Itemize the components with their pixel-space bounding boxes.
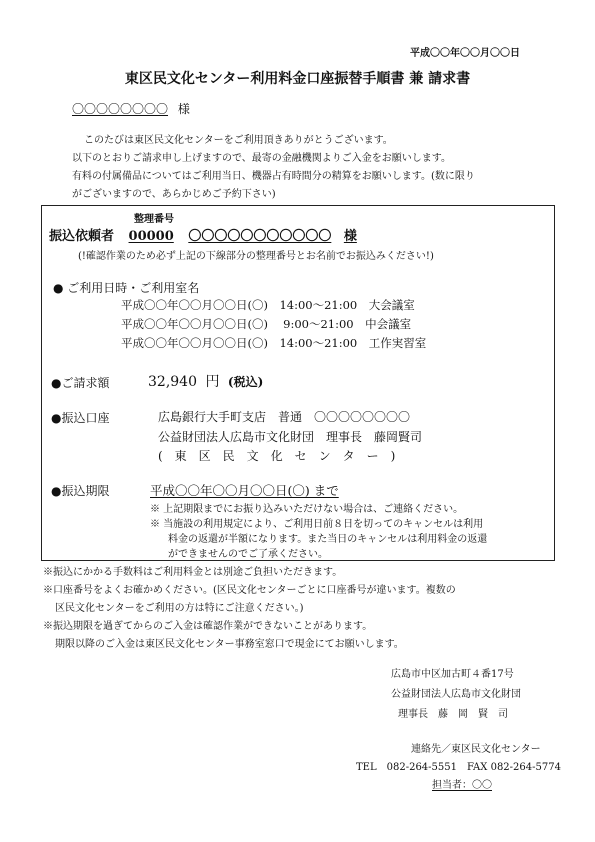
addressee-suffix: 様 [177,102,190,116]
deadline-label: ●振込期限 [51,484,110,498]
document-title: 東区民文化センター利用料金口座振替手順書 兼 請求書 [124,71,471,87]
issuer-chair: 理事長 藤 岡 賢 司 [398,709,508,720]
intro-line-2: 以下のとおりご請求申し上げますので、最寄の金融機関よりご入金をお願いします。 [72,153,451,164]
contact-phone-fax: TEL 082-264-5551 FAX 082-264-5774 [356,762,561,773]
deadline-note-2: ※ 当施設の利用規定により、ご利用日前８日を切ってのキャンセルは利用 [150,519,484,530]
usage-row-2: 平成〇〇年〇〇月〇〇日(〇) 9:00～21:00 中会議室 [121,317,412,331]
issuer-address: 広島市中区加古町４番17号 [391,669,514,680]
footer-note-1: ※振込にかかる手数料はご利用料金とは別途ご負担いただきます。 [43,567,343,578]
intro-line-4: がございますので、あらかじめご予約下さい) [72,189,276,200]
requester-label: 振込依頼者 [49,229,115,244]
amount-value: 32,940 [148,374,197,390]
intro-line-1: このたびは東区民文化センターをご利用頂きありがとうございます。 [84,135,393,146]
requester-row [49,225,357,244]
usage-row-1: 平成〇〇年〇〇月〇〇日(〇) 14:00～21:00 大会議室 [121,298,415,312]
footer-note-5: 期限以降のご入金は東区民文化センター事務室窓口で現金にてお願いします。 [55,639,404,650]
reference-number-label: 整理番号 [134,214,174,225]
deadline-note-4: ができませんのでご了承ください。 [168,549,328,560]
requester-name: 〇〇〇〇〇〇〇〇〇〇〇 [188,229,332,244]
contact-person: 担当者：〇〇 [432,780,492,791]
deadline-value: 平成〇〇年〇〇月〇〇日(〇) まで [150,483,339,498]
footer-note-2: ※口座番号をよくお確かめください。(区民文化センターごとに口座番号が違います。複数の [43,585,456,596]
account-line-2: 公益財団法人広島市文化財団 理事長 藤岡賢司 [158,430,423,444]
issuer-organization: 公益財団法人広島市文化財団 [391,689,521,700]
requester-suffix: 様 [343,229,357,244]
intro-line-3: 有料の付属備品についてはご利用当日、機器占有時間分の精算をお願いします。(数に限り [72,171,475,182]
amount-row [148,371,263,391]
amount-tax-note: (税込) [227,375,264,389]
confirmation-note: (!確認作業のため必ず上記の下線部分の整理番号とお名前でお振込みください!) [78,251,434,262]
addressee-name: 〇〇〇〇〇〇〇〇 [72,102,169,116]
account-line-1: 広島銀行大手町支店 普通 〇〇〇〇〇〇〇〇 [158,410,411,424]
usage-label: ● ご利用日時・ご利用室名 [53,281,200,295]
addressee [72,100,190,117]
amount-unit: 円 [205,374,220,390]
amount-label: ●ご請求額 [51,376,110,390]
deadline-note-1: ※ 上記期限までにお振り込みいただけない場合は、ご連絡ください。 [150,504,464,515]
footer-note-4: ※振込期限を過ぎてからのご入金は確認作業ができないことがあります。 [43,621,373,632]
reference-number: 00000 [128,229,174,244]
contact-label: 連絡先／東区民文化センター [411,744,541,755]
issue-date: 平成〇〇年〇〇月〇〇日 [410,48,520,59]
account-line-3: ( 東 区 民 文 化 セ ン タ ー ) [158,449,396,463]
account-label: ●振込口座 [51,411,110,425]
deadline-note-3: 料金の返還が半額になります。また当日のキャンセルは利用料金の返還 [168,534,488,545]
usage-row-3: 平成〇〇年〇〇月〇〇日(〇) 14:00～21:00 工作実習室 [121,336,427,350]
footer-note-3: 区民文化センターをご利用の方は特にご注意ください。) [55,603,304,614]
